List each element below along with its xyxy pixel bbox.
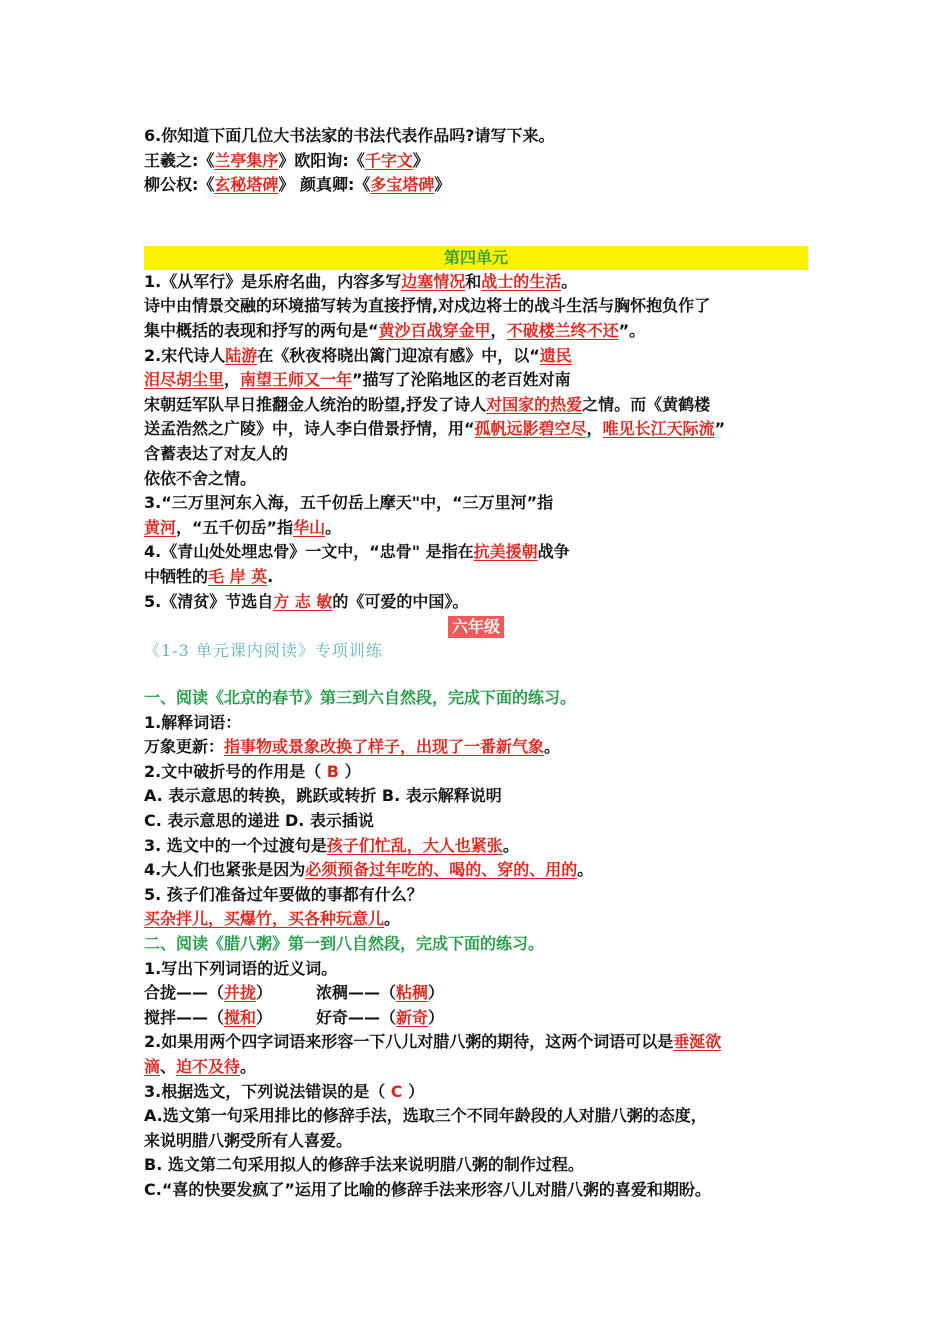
- answer: 兰亭集序: [214, 150, 279, 170]
- u4-q1-line2: 诗中由情景交融的环境描写转为直接抒情,对戍边将士的战斗生活与胸怀抱负作了: [144, 296, 711, 316]
- u4-q2-line5: 含蓄表达了对友人的: [144, 443, 289, 463]
- s2-q1-row2: 搅拌——（搅和） 好奇——（新奇）: [144, 1007, 445, 1027]
- answer: 对国家的热爱: [486, 394, 583, 414]
- u4-q1: 1.《从军行》是乐府名曲，内容多写边塞情况和战士的生活。: [144, 271, 578, 291]
- answer: 毛 岸 英: [208, 566, 268, 586]
- answer: 陆游: [225, 345, 258, 365]
- u4-q2-line6: 依依不舍之情。: [144, 468, 257, 488]
- answer: C: [390, 1081, 403, 1101]
- s1-q4: 4.大人们也紧张是因为必须预备过年吃的、喝的、穿的、用的。: [144, 860, 594, 880]
- answer: 多宝塔碑: [370, 175, 435, 195]
- answer: B: [326, 761, 339, 781]
- s2-q3: 3.根据选文，下列说法错误的是（ C ）: [144, 1081, 425, 1101]
- u4-q1-line3: 集中概括的表现和抒写的两句是“黄沙百战穿金甲，不破楼兰终不还”。: [144, 320, 646, 340]
- answer: 孩子们忙乱，大人也紧张: [326, 835, 503, 855]
- u4-q2-line4: 送孟浩然之广陵》中，诗人李白借景抒情，用“孤帆远影碧空尽，唯见长江天际流”: [144, 419, 726, 439]
- sec1-heading: 一、阅读《北京的春节》第三到六自然段，完成下面的练习。: [144, 688, 577, 708]
- answer: 不破楼兰终不还: [506, 320, 619, 340]
- answer: 泪尽胡尘里: [144, 370, 225, 390]
- answer: 垂涎欲: [673, 1032, 722, 1052]
- answer: 抗美援朝: [473, 542, 538, 562]
- s1-q2-opt1: A. 表示意思的转换，跳跃或转折 B. 表示解释说明: [144, 786, 502, 806]
- s1-q5-answer: 买杂拌儿，买爆竹，买各种玩意儿。: [144, 909, 401, 929]
- answer: 孤帆远影碧空尽: [474, 419, 587, 439]
- answer: 华山: [293, 517, 326, 537]
- unit4-banner: 第四单元: [144, 246, 808, 270]
- u4-q3-line2: 黄河，“五千仞岳”指华山。: [144, 517, 342, 537]
- answer: 买杂拌儿，买爆竹，买各种玩意儿: [144, 909, 385, 929]
- u4-q4-line2: 中牺牲的毛 岸 英.: [144, 566, 274, 586]
- answer: 必须预备过年吃的、喝的、穿的、用的: [305, 860, 578, 880]
- sec2-heading: 二、阅读《腊八粥》第一到八自然段，完成下面的练习。: [144, 934, 545, 954]
- answer: 遗民: [539, 345, 572, 365]
- answer: 粘稠: [396, 983, 429, 1003]
- u4-q4: 4.《青山处处埋忠骨》一文中，“忠骨" 是指在抗美援朝战争: [144, 542, 570, 562]
- q6-line2: 柳公权:《玄秘塔碑》 颜真卿:《多宝塔碑》: [144, 175, 451, 195]
- answer: 指事物或景象改换了样子，出现了一番新气象: [224, 737, 545, 757]
- s1-q2: 2.文中破折号的作用是（ B ）: [144, 761, 361, 781]
- u4-q2-line2: 泪尽胡尘里，南望王师又一年”描写了沦陷地区的老百姓对南: [144, 370, 571, 390]
- answer: 玄秘塔碑: [214, 175, 279, 195]
- u4-q2: 2.宋代诗人陆游在《秋夜将晓出篱门迎凉有感》中，以“遗民: [144, 345, 572, 365]
- answer: 南望王师又一年: [240, 370, 353, 390]
- u4-q5: 5.《清贫》节选自方 志 敏的《可爱的中国》。: [144, 591, 469, 611]
- s2-q3-optA-line2: 来说明腊八粥受所有人喜爱。: [144, 1130, 353, 1150]
- s2-q1-row1: 合拢——（并拢） 浓稠——（粘稠）: [144, 983, 445, 1003]
- document-page: [144, 124, 808, 1203]
- answer: 搅和: [224, 1007, 257, 1027]
- s2-q3-optC: C.“喜的快要发疯了”运用了比喻的修辞手法来形容八儿对腊八粥的喜爱和期盼。: [144, 1179, 711, 1199]
- answer: 新奇: [396, 1007, 429, 1027]
- answer: 并拢: [224, 983, 257, 1003]
- q6-title: 6.你知道下面几位大书法家的书法代表作品吗?请写下来。: [144, 126, 555, 145]
- section-subtitle: 《1-3 单元课内阅读》专项训练: [144, 641, 383, 661]
- s2-q3-optB: B. 选文第二句采用拟人的修辞手法来说明腊八粥的制作过程。: [144, 1155, 584, 1175]
- s1-q1-answer: 万象更新：指事物或景象改换了样子，出现了一番新气象。: [144, 737, 561, 757]
- s2-q2: 2.如果用两个四字词语来形容一下八儿对腊八粥的期待，这两个词语可以是垂涎欲: [144, 1032, 722, 1052]
- answer: 千字文: [364, 150, 413, 170]
- answer: 黄河: [144, 517, 177, 537]
- s1-q2-opt2: C. 表示意思的递进 D. 表示插说: [144, 811, 374, 831]
- s1-q5: 5. 孩子们准备过年要做的事都有什么？: [144, 884, 423, 904]
- answer: 边塞情况: [401, 271, 466, 291]
- u4-q2-line3: 宋朝廷军队早日推翻金人统治的盼望,抒发了诗人对国家的热爱之情。而《黄鹤楼: [144, 394, 711, 414]
- s2-q2-line2: 滴、迫不及待。: [144, 1057, 257, 1076]
- answer: 迫不及待: [176, 1057, 241, 1076]
- q6-line1: 王羲之:《兰亭集序》欧阳询:《千字文》: [144, 150, 429, 170]
- grade-badge: 六年级: [144, 616, 808, 638]
- answer: 战士的生活: [481, 271, 562, 291]
- answer: 方 志 敏: [273, 591, 333, 611]
- s2-q3-optA-line1: A.选文第一句采用排比的修辞手法，选取三个不同年龄段的人对腊八粥的态度，: [144, 1106, 707, 1126]
- s2-q1: 1.写出下列词语的近义词。: [144, 958, 338, 978]
- answer: 黄沙百战穿金甲: [378, 320, 491, 340]
- answer: 滴: [144, 1057, 161, 1076]
- answer: 唯见长江天际流: [602, 419, 715, 439]
- s1-q1: 1.解释词语：: [144, 712, 242, 732]
- s1-q3: 3. 选文中的一个过渡句是孩子们忙乱，大人也紧张。: [144, 835, 519, 855]
- u4-q3: 3.“三万里河东入海，五千仞岳上摩天"中，“三万里河”指: [144, 493, 554, 513]
